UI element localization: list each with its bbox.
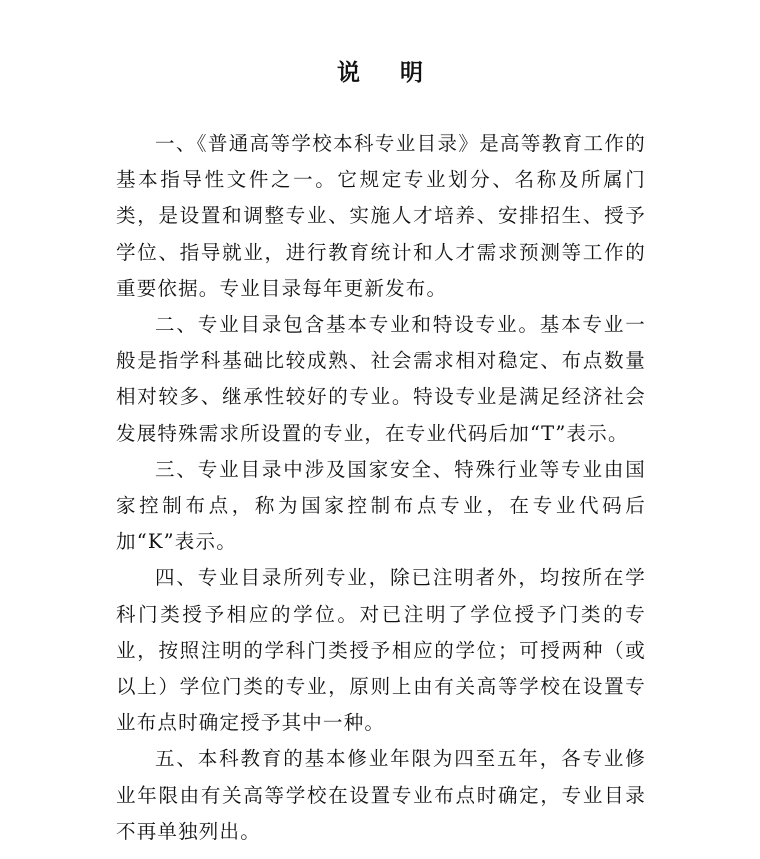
paragraph-2: 二、专业目录包含基本专业和特设专业。基本专业一般是指学科基础比较成熟、社会需求相对稳定、布点数量相对较多、继承性较好的专业。特设专业是满足经济社会发展特殊需求所设置的专业，在专业代码后加“T”表示。 [116,313,646,445]
paragraph-5: 五、本科教育的基本修业年限为四至五年，各专业修业年限由有关高等学校在设置专业布点时确定，专业目录不再单独列出。 [116,747,646,843]
document-title: 说明 [337,60,463,86]
paragraph-1: 一、《普通高等学校本科专业目录》是高等教育工作的基本指导性文件之一。它规定专业划分、名称及所属门类，是设置和调整专业、实施人才培养、安排招生、授予学位、指导就业，进行教育统计和人才需求预测等工作的重要依据。专业目录每年更新发布。 [116,132,646,300]
document-body [116,126,646,850]
paragraph-4: 四、专业目录所列专业，除已注明者外，均按所在学科门类授予相应的学位。对已注明了学位授予门类的专业，按照注明的学科门类授予相应的学位；可授两种（或以上）学位门类的专业，原则上由有关高等学校在设置专业布点时确定授予其中一种。 [116,566,646,735]
paragraph-3: 三、专业目录中涉及国家安全、特殊行业等专业由国家控制布点，称为国家控制布点专业，在专业代码后加“K”表示。 [116,457,646,554]
